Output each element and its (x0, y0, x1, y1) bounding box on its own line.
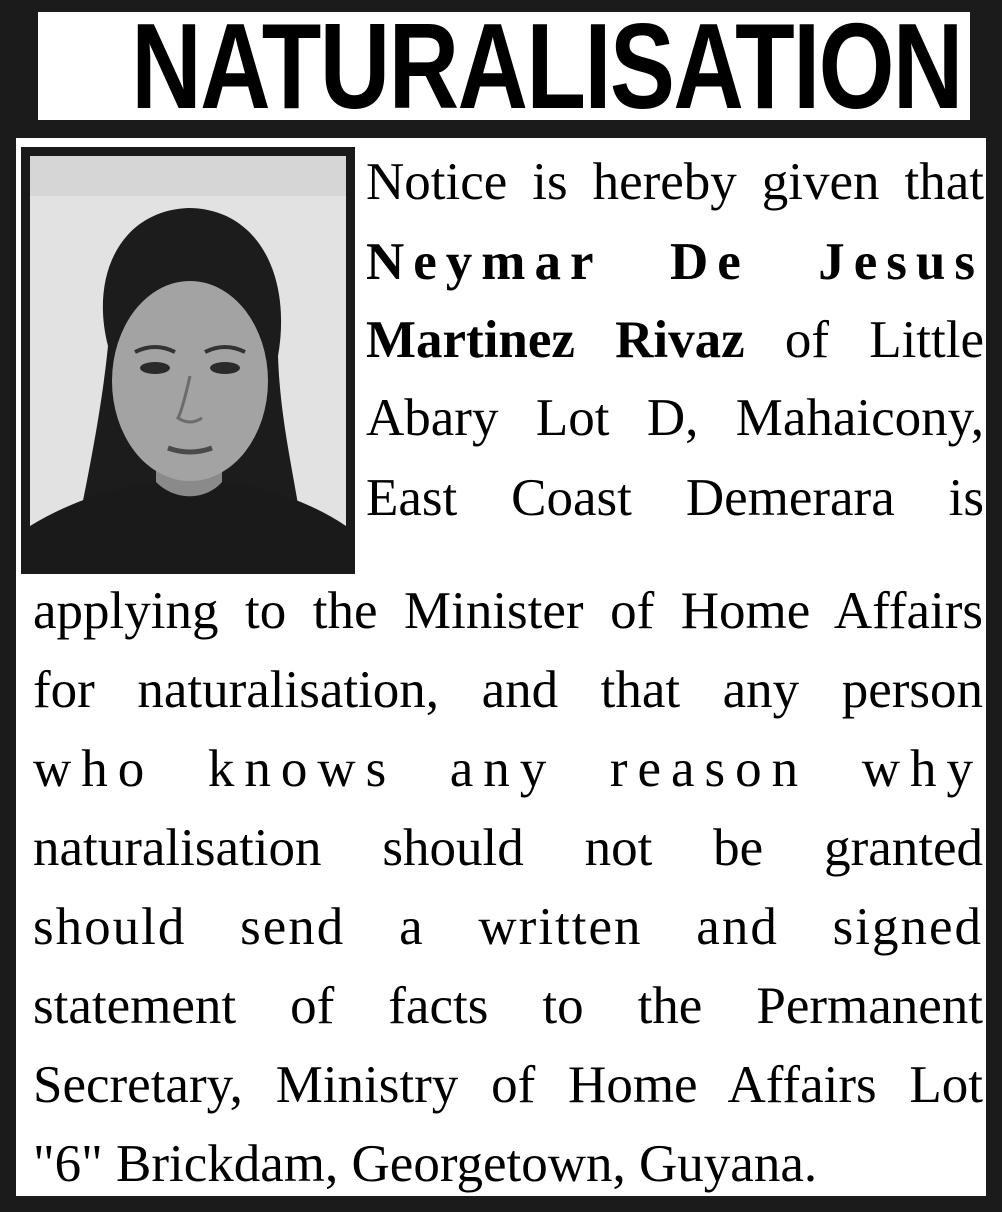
body-line: Secretary, Ministry of Home Affairs Lot (33, 1056, 983, 1114)
address-line1: Abary Lot D, Mahaicony, (366, 389, 984, 447)
body-line: "6" Brickdam, Georgetown, Guyana. (33, 1135, 818, 1193)
headline: NATURALISATION (131, 12, 962, 120)
headline-box (38, 12, 970, 120)
applicant-name-line2: Martinez Rivaz (366, 311, 745, 369)
body-line: should send a written and signed (33, 898, 983, 956)
address-prefix: of Little (744, 311, 984, 369)
body-line: naturalisation should not be granted (33, 819, 983, 877)
body-line: applying to the Minister of Home Affairs (33, 582, 983, 640)
applicant-photo (21, 147, 355, 574)
address-line2: East Coast Demerara is (366, 469, 984, 527)
applicant-name-line1: Neymar De Jesus (366, 233, 984, 291)
body-line: statement of facts to the Permanent (33, 977, 983, 1035)
notice-intro: Notice is hereby given that (366, 153, 984, 211)
applicant-name-line2-row (366, 304, 984, 376)
headline-banner (0, 0, 1002, 138)
portrait-icon (30, 156, 346, 565)
body-line: who knows any reason why (33, 740, 983, 798)
body-line: for naturalisation, and that any person (33, 661, 983, 719)
